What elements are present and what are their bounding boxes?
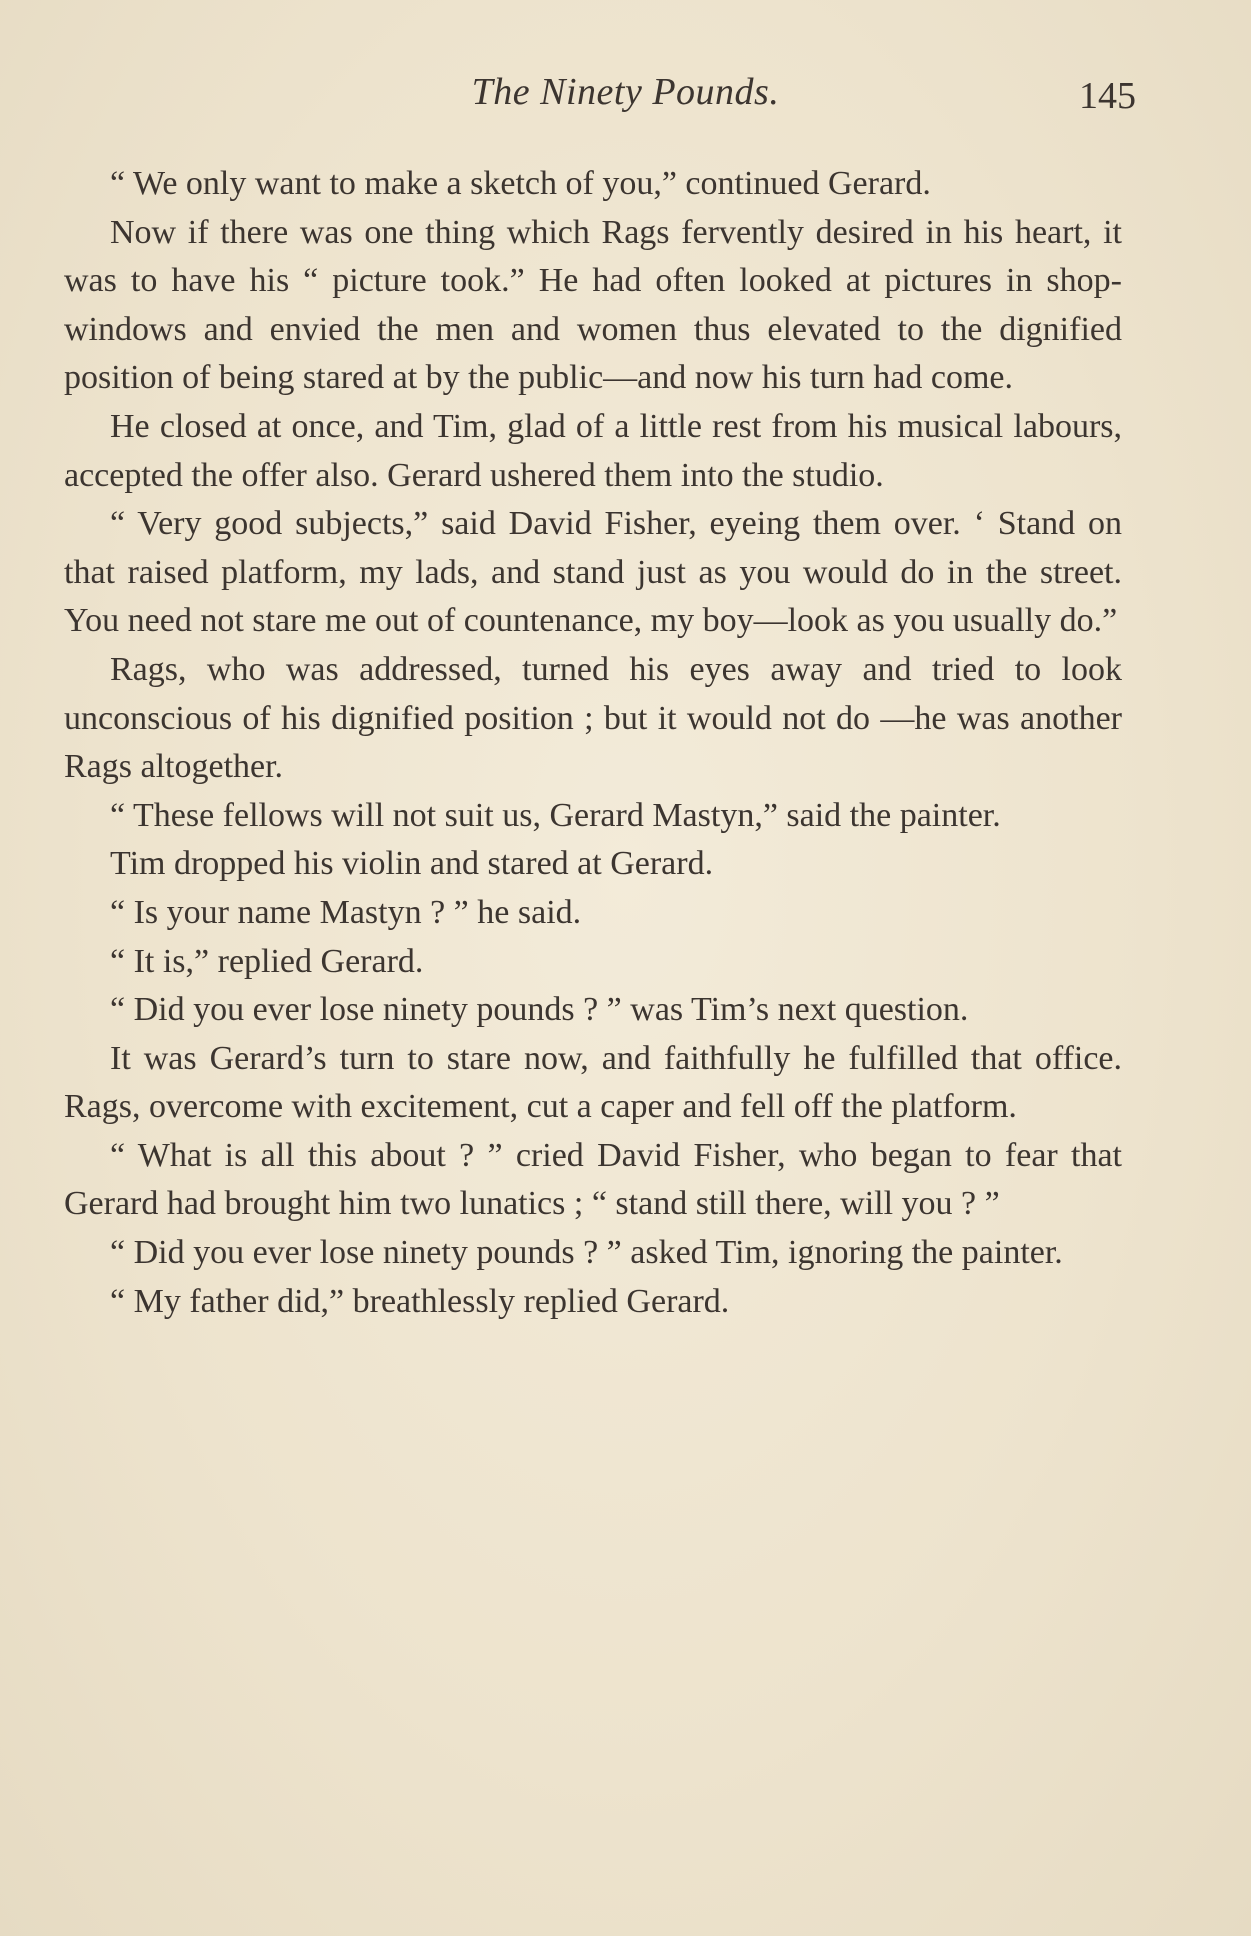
page-number: 145 bbox=[1079, 75, 1136, 117]
paragraph: Tim dropped his violin and stared at Gerard. bbox=[110, 845, 714, 883]
paragraph: He closed at once, and Tim, glad of a little rest from his musical labours, accepted the offer also. Gerard ushered them into the studio. bbox=[64, 407, 1122, 494]
paragraph: “ Is your name Mastyn ? ” he said. bbox=[110, 893, 582, 931]
paragraph: Rags, who was addressed, turned his eyes away and tried to look unconscious of his dignified position ; but it would not do —he was another Rags altogether. bbox=[64, 650, 1122, 786]
paragraph: “ Did you ever lose ninety pounds ? ” was Tim’s next question. bbox=[110, 991, 969, 1029]
paragraph: “ These fellows will not suit us, Gerard Mastyn,” said the painter. bbox=[110, 796, 1001, 834]
body-text bbox=[64, 160, 1122, 1326]
running-title: The Ninety Pounds. bbox=[471, 71, 780, 113]
paragraph: Now if there was one thing which Rags fervently desired in his heart, it was to have his “ picture took.” He had often looked at pictures in shop-windows and envied the men and women thus elevated to the dignified position of being stared at by the public—and now his turn had come. bbox=[64, 213, 1122, 397]
paragraph: “ It is,” replied Gerard. bbox=[110, 942, 424, 980]
paragraph: It was Gerard’s turn to stare now, and faithfully he fulfilled that office. Rags, overcome with excitement, cut a caper and fell off the platform. bbox=[64, 1039, 1122, 1126]
paragraph: “ What is all this about ? ” cried David Fisher, who began to fear that Gerard had brought him two lunatics ; “ stand still there, will you ? ” bbox=[64, 1136, 1122, 1223]
paragraph: “ My father did,” breathlessly replied Gerard. bbox=[110, 1282, 730, 1320]
paragraph: “ Very good subjects,” said David Fisher, eyeing them over. ‘ Stand on that raised platform, my lads, and stand just as you would do in the street. You need not stare me out of countenance, my boy—look as you usually do.” bbox=[64, 505, 1122, 640]
paragraph: “ Did you ever lose ninety pounds ? ” asked Tim, ignoring the painter. bbox=[110, 1234, 1063, 1272]
paragraph: “ We only want to make a sketch of you,” continued Gerard. bbox=[110, 165, 931, 202]
